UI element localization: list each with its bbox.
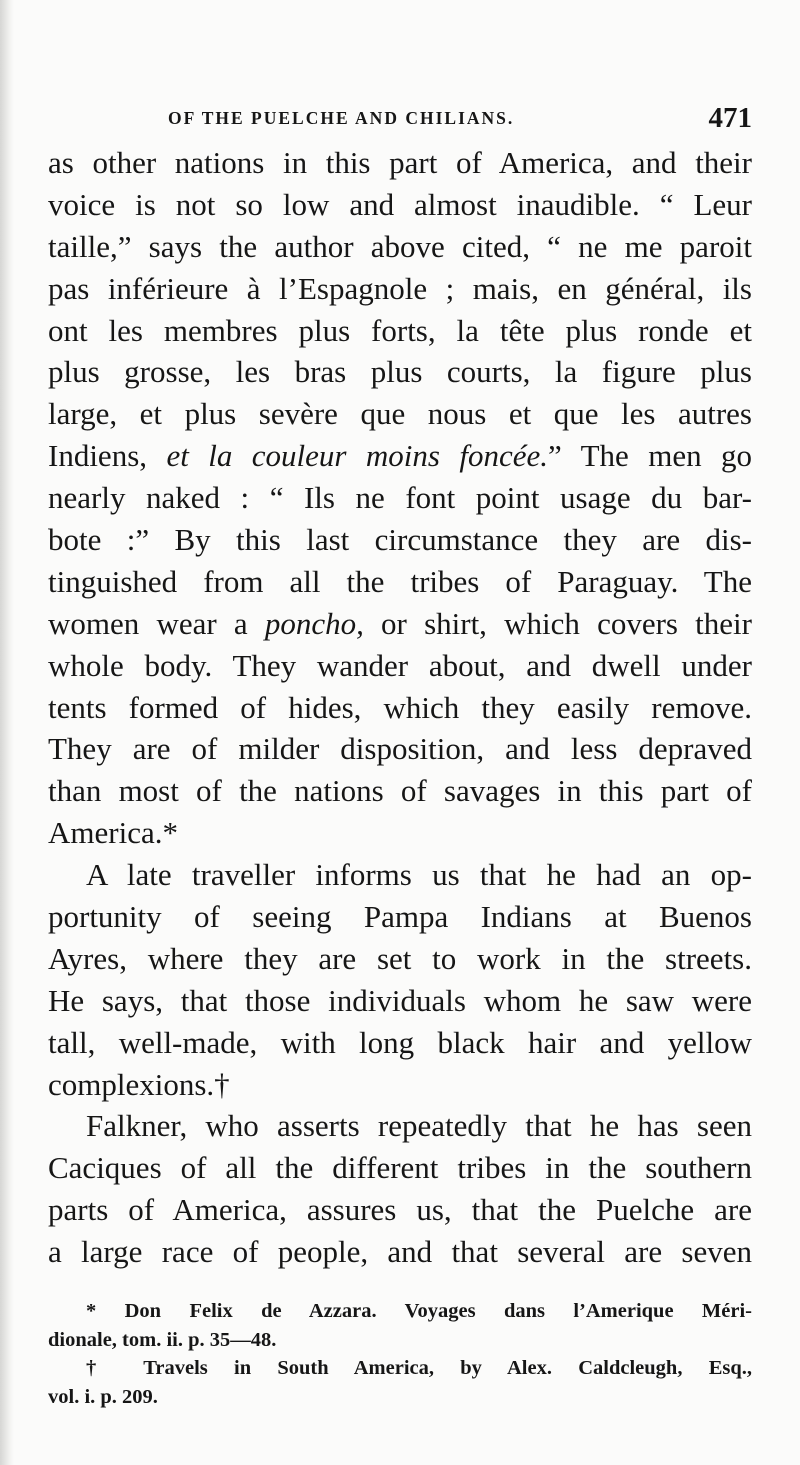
- text-line: portunity of seeing Pampa Indians at Buenos: [48, 899, 752, 935]
- text-line: Caciques of all the different tribes in the southern: [48, 1150, 752, 1186]
- footnotes: [48, 1297, 752, 1411]
- text-line: whole body. They wander about, and dwell under: [48, 647, 752, 683]
- italic-term: poncho,: [264, 605, 364, 641]
- text-run: Indiens,: [48, 438, 167, 474]
- paragraph-start: A late traveller informs us that he had an op-: [86, 857, 752, 893]
- page-number: 471: [708, 102, 752, 134]
- text-line: a large race of people, and that several are seven: [48, 1234, 752, 1270]
- footnote-2: † Travels in South America, by Alex. Caldcleugh, Esq.,: [86, 1357, 752, 1379]
- text-line: tall, well-made, with long black hair and yellow: [48, 1024, 752, 1060]
- text-line: America.*: [48, 815, 178, 851]
- footnote-1-continued: dionale, tom. ii. p. 35—48.: [48, 1328, 277, 1351]
- text-line: He says, that those individuals whom he saw were: [48, 982, 752, 1018]
- text-line: complexions.†: [48, 1066, 230, 1102]
- text-line: [48, 603, 752, 645]
- text-line: bote :” By this last circumstance they are dis-: [48, 522, 752, 558]
- text-line: large, et plus sevère que nous et que les autres: [48, 396, 752, 432]
- text-line: nearly naked : “ Ils ne font point usage du bar-: [48, 480, 752, 516]
- italic-quote: et la couleur moins foncée.: [166, 438, 548, 474]
- text-line: pas inférieure à l’Espagnole ; mais, en général, ils: [48, 270, 752, 306]
- text-line: Ayres, where they are set to work in the streets.: [48, 940, 752, 976]
- text-line: tinguished from all the tribes of Paraguay. The: [48, 563, 752, 599]
- text-line: parts of America, assures us, that the Puelche are: [48, 1192, 752, 1228]
- running-title: OF THE PUELCHE AND CHILIANS.: [168, 108, 515, 128]
- text-line: voice is not so low and almost inaudible. “ Leur: [48, 186, 752, 222]
- text-line: They are of milder disposition, and less depraved: [48, 731, 752, 767]
- footnote-2-continued: vol. i. p. 209.: [48, 1385, 158, 1408]
- text-line: as other nations in this part of America, and their: [48, 145, 752, 180]
- footnote-1: * Don Felix de Azzara. Voyages dans l’Amerique Méri-: [86, 1300, 752, 1322]
- text-line: than most of the nations of savages in this part of: [48, 773, 752, 809]
- text-line: tents formed of hides, which they easily remove.: [48, 689, 752, 725]
- text-run: ” The men go: [547, 438, 752, 474]
- text-line: taille,” says the author above cited, “ ne me paroit: [48, 228, 752, 264]
- running-head: [90, 102, 752, 136]
- text-run: women wear a: [48, 605, 265, 641]
- text-line: ont les membres plus forts, la tête plus ronde et: [48, 312, 752, 348]
- page-gutter-shadow: [0, 0, 14, 1465]
- text-run: or shirt, which covers their: [363, 605, 752, 641]
- body-text: [48, 142, 752, 1273]
- text-line: [48, 435, 752, 477]
- text-line: plus grosse, les bras plus courts, la figure plus: [48, 354, 752, 390]
- paragraph-start: Falkner, who asserts repeatedly that he has seen: [86, 1108, 752, 1144]
